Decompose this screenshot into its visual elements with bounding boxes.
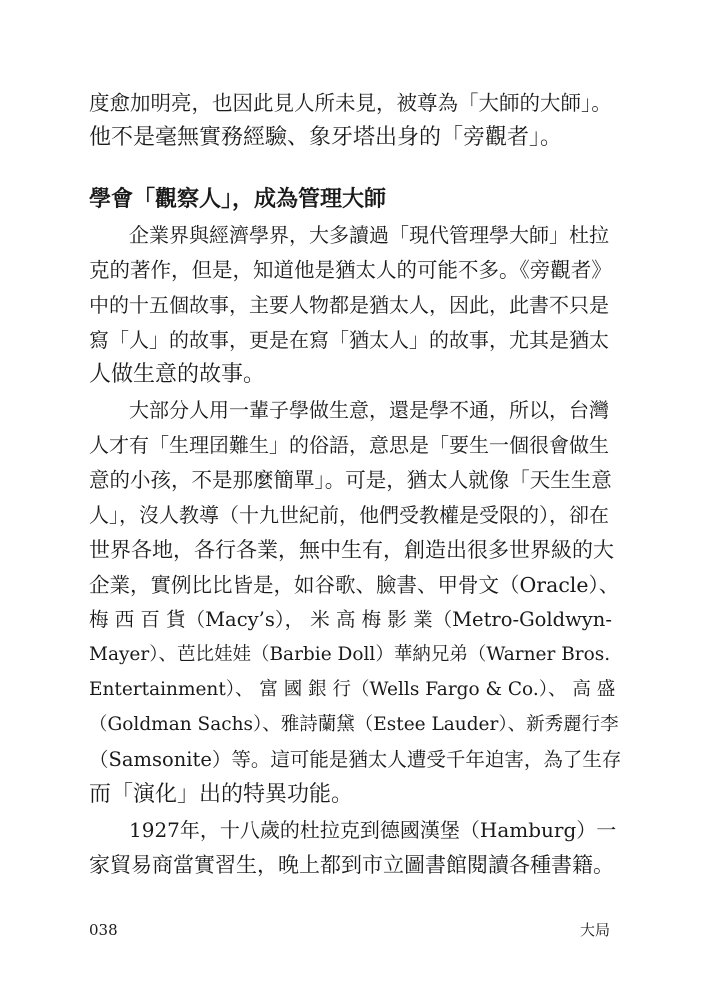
paragraph-1-line-2: 克的著作，但是，知道他是猶太人的可能不多。《旁觀者》 [89,258,612,282]
paragraph-2-line-8: Mayer）、芭比娃娃（Barbie Doll）華納兄弟（Warner Bros. [89,644,611,665]
paragraph-1-line-3: 中的十五個故事，主要人物都是猶太人，因此，此書不只是 [89,293,609,317]
book-title: 大局 [580,921,611,939]
paragraph-2-line-1: 大部分人用一輩子學做生意，還是學不通，所以，台灣 [89,398,609,422]
paragraph-3-line-2: 家貿易商當實習生，晚上都到市立圖書館閱讀各種書籍。 [89,853,614,877]
paragraph-2-line-5: 世界各地，各行各業，無中生有，創造出很多世界級的大 [89,538,614,562]
intro-line-1: 度愈加明亮，也因此見人所未見，被尊為「大師的大師」。 [89,91,612,115]
paragraph-1-line-1: 企業界與經濟學界，大多讀過「現代管理學大師」杜拉 [89,223,609,247]
page-number: 038 [89,921,118,939]
paragraph-3-line-1: 1927年，十八歲的杜拉克到德國漢堡（Hamburg）一 [89,818,617,842]
paragraph-2-line-4: 人」，沒人教導（十九世紀前，他們受教權是受限的），卻在 [89,503,609,527]
section-heading: 學會「觀察人」，成為管理大師 [89,187,387,212]
paragraph-2-line-11: （Samsonite）等。這可能是猶太人遭受千年迫害，為了生存 [89,748,622,771]
paragraph-2-line-10: （Goldman Sachs）、雅詩蘭黛（Estee Lauder）、新秀麗行李 [89,714,619,735]
paragraph-2-line-2: 人才有「生理囝難生」的俗語，意思是「要生一個很會做生 [89,433,609,457]
paragraph-2-line-9: Entertainment）、 富 國 銀 行（Wells Fargo & Co.）、 高 盛 [89,679,616,700]
intro-line-2: 他不是毫無實務經驗、象牙塔出身的「旁觀者」。 [89,125,563,150]
paragraph-1-line-4: 寫「人」的故事，更是在寫「猶太人」的故事，尤其是猶太 [89,328,609,352]
paragraph-2-line-7: 梅 西 百 貨（Macy’s）， 米 高 梅 影 業（Metro-Goldwyn- [89,608,612,631]
paragraph-2-line-3: 意的小孩，不是那麼簡單」。可是，猶太人就像「天生生意 [89,468,612,492]
paragraph-2-line-6: 企業，實例比比皆是，如谷歌、臉書、甲骨文（Oracle）、 [89,573,620,597]
paragraph-1-line-5: 人做生意的故事。 [89,362,266,387]
paragraph-2-line-12: 而「演化」出的特異功能。 [89,782,354,807]
